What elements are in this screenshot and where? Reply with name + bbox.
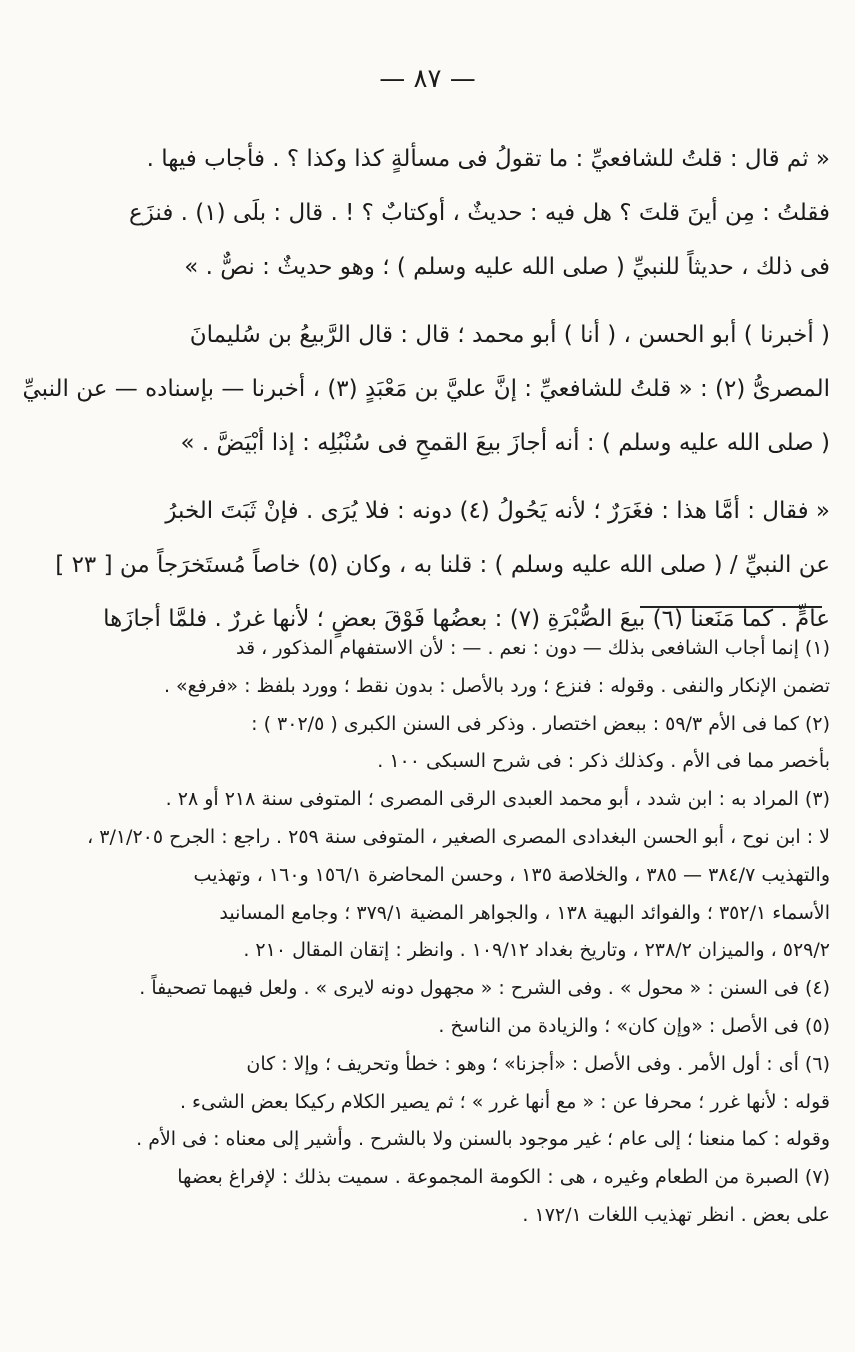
main-line: ( أخبرنا ) أبو الحسن ، ( أنا ) أبو محمد ؛ قال : قال الرَّبيعُ بن سُليمانَ (189, 322, 830, 348)
footnote-line: وقوله : كما منعنا ؛ إلى عام ؛ غير موجود بالسنن ولا بالشرح . وأشير إلى معناه : فى الأم . (136, 1128, 830, 1151)
main-line: المصرىُّ (٢) : « قلتُ للشافعيِّ : إنَّ عليَّ بن مَعْبَدٍ (٣) ، أخبرنا — بإسناده — عن النبيِّ (22, 376, 830, 402)
main-line: « ثم قال : قلتُ للشافعيِّ : ما تقولُ فى مسألةٍ كذا وكذا ؟ . فأجاب فيها . (146, 146, 830, 172)
main-line: فقلتُ : مِن أينَ قلتَ ؟ هل فيه : حديثٌ ، أوكتابٌ ؟ ! . قال : بلَى (١) . فنزَع (129, 200, 830, 226)
paragraph-gap (118, 294, 830, 308)
main-line: عن النبيِّ / ( صلى الله عليه وسلم ) : قلنا به ، وكان (٥) خاصاً مُستَخرَجاً من [ ٢٣ ] (55, 552, 830, 578)
footnote-line: ٥٢٩/٢ ، والميزان ٢٣٨/٢ ، وتاريخ بغداد ١٠٩/١٢ . وانظر : إتقان المقال ٢١٠ . (243, 939, 830, 962)
footnote-line: قوله : لأنها غرر ؛ محرفا عن : « مع أنها غرر » ؛ ثم يصير الكلام ركيكا بعض الشىء . (179, 1090, 830, 1113)
main-line: فى ذلك ، حديثاً للنبيِّ ( صلى الله عليه وسلم ) ؛ وهو حديثٌ : نصٌّ . » (184, 254, 830, 280)
footnote-line: (٥) فى الأصل : «وإن كان» ؛ والزيادة من الناسخ . (438, 1014, 830, 1037)
footnote-separator (640, 606, 822, 608)
footnote-line: بأخصر مما فى الأم . وكذلك ذكر : فى شرح السبكى ١٠٠ . (377, 750, 830, 773)
main-line: عامٍّ . كما مَنَعنا (٦) بيعَ الصُّبْرَةِ (٧) : بعضُها فَوْقَ بعضٍ ؛ لأنها غررٌ . فلمَّا أجازَها (103, 606, 830, 632)
footnote-line: على بعض . انظر تهذيب اللغات ١٧٢/١ . (522, 1203, 830, 1226)
page-number: — ٨٧ — (379, 64, 476, 94)
footnote-line: لا : ابن نوح ، أبو الحسن البغدادى المصرى الصغير ، المتوفى سنة ٢٥٩ . راجع : الجرح ٣/١/٢٠٥ ، (87, 825, 830, 848)
footnotes (87, 630, 830, 1235)
main-text (22, 132, 830, 646)
footnote-line: تضمن الإنكار والنفى . وقوله : فنزع ؛ ورد بالأصل : بدون نقط ؛ وورد بلفظ : «فرفع» . (163, 674, 830, 697)
main-line: ( صلى الله عليه وسلم ) : أنه أجازَ بيعَ القمحِ فى سُنْبُلِه : إذا أبْيَضَّ . » (180, 430, 830, 456)
footnote-line: (٣) المراد به : ابن شدد ، أبو محمد العبدى الرقى المصرى ؛ المتوفى سنة ٢١٨ أو ٢٨ . (165, 788, 830, 811)
footnote-line: (٤) فى السنن : « محول » . وفى الشرح : « مجهول دونه لايرى » . ولعل فيهما تصحيفاً . (139, 977, 830, 1000)
footnote-line: (٢) كما فى الأم ٥٩/٣ : ببعض اختصار . وذكر فى السنن الكبرى ( ٣٠٢/٥ ) : (251, 712, 830, 735)
footnote-line: والتهذيب ٣٨٤/٧ — ٣٨٥ ، والخلاصة ١٣٥ ، وحسن المحاضرة ١٥٦/١ و١٦٠ ، وتهذيب (193, 863, 830, 886)
footnote-line: (٧) الصبرة من الطعام وغيره ، هى : الكومة المجموعة . سميت بذلك : لإفراغ بعضها (177, 1166, 830, 1189)
footnote-line: (٦) أى : أول الأمر . وفى الأصل : «أجزنا» ؛ وهو : خطأ وتحريف ؛ وإلا : كان (246, 1052, 830, 1075)
main-line: « فقال : أمَّا هذا : فغَرَرٌ ؛ لأنه يَحُولُ (٤) دونه : فلا يُرَى . فإنْ ثَبَتَ الخبرُ (165, 498, 830, 524)
footnote-line: الأسماء ٣٥٢/١ ؛ والفوائد البهية ١٣٨ ، والجواهر المضية ٣٧٩/١ ؛ وجامع المسانيد (219, 901, 830, 924)
paragraph-gap (118, 470, 830, 484)
footnote-line: (١) إنما أجاب الشافعى بذلك — دون : نعم . — : لأن الاستفهام المذكور ، قد (236, 637, 830, 659)
